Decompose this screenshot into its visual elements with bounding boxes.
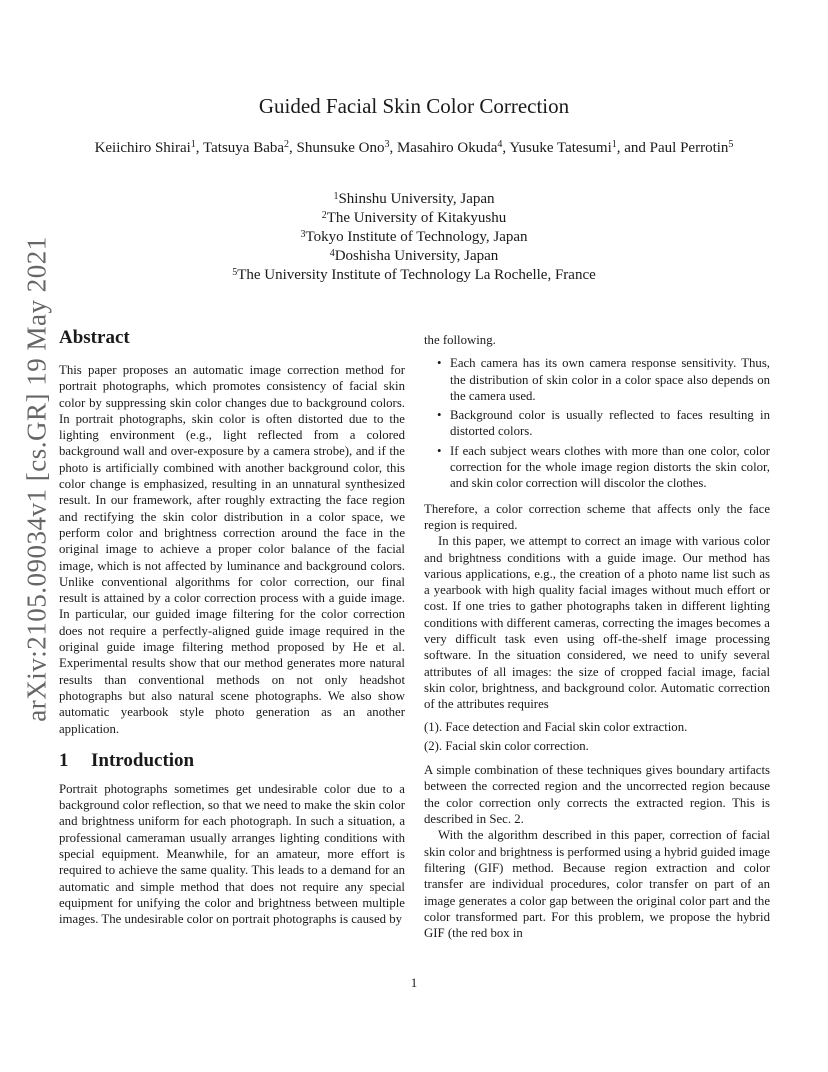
affiliation: $^4$Doshisha University, Japan [329,248,499,264]
intro-paragraph: With the algorithm described in this paper, correction of facial skin color and brightness is performed using a hybrid guided image filtering (GIF) method. Because region extraction and color transfer are individual procedures, color transfer on part of an image generates a color gap between the original color part and the color transformed part. For this problem, we propose the hybrid GIF (the red box in [424,828,770,941]
author-list [70,138,758,158]
author: Paul Perrotin$^5$ [649,139,734,156]
affiliation: $^3$Tokyo Institute of Technology, Japan [300,229,528,245]
abstract-text: This paper proposes an automatic image correction method for portrait photographs, which promotes consistency of facial skin color by suppressing skin color changes due to background colors. In portrait photographs, skin color is often distorted due to the lighting environment (e.g., light reflected from a colored background wall and over-exposure by a camera strobe), and if the photo is artificially combined with another background color, this color change is emphasized, resulting in an unnatural synthesized result. In our framework, after roughly extracting the face region and rectifying the skin color distribution in a color space, we perform color and brightness correction around the face in the original image to achieve a proper color balance of the facial image, which is not affected by luminance and background colors. Unlike conventional algorithms for color correction, our final result is attained by a color correction process with a guide image. In particular, our guided image filtering for the color correction does not require a perfectly-aligned guide image required in the original guide image filtering method proposed by He et al. Experimental results show that our method generates more natural results than conventional methods on not only headshot photographs but also natural scene photographs. We also show automatic yearbook style photo generation as an another application. [59,363,405,736]
abstract-heading: Abstract [59,327,130,348]
right-column [424,332,770,941]
bullet-item: • Each camera has its own camera response sensitivity. Thus, the distribution of skin color in a color space also depends on the camera used. [424,355,770,404]
intro-paragraph: Therefore, a color correction scheme that affects only the face region is required. [424,501,770,532]
enum-item: (1). Face detection and Facial skin color extraction. [424,719,688,734]
affiliation-list [0,190,828,285]
paper-title: Guided Facial Skin Color Correction [258,94,570,118]
bullet-list [424,355,770,491]
bullet-item: • If each subject wears clothes with more than one color, color correction for the whole image region distorts the skin color, and skin color correction will discolor the clothes. [424,443,770,492]
affiliation: $^2$The University of Kitakyushu [321,210,507,226]
left-column [59,326,405,928]
bullet-item: • Background color is usually reflected to faces resulting in distorted colors. [424,407,770,440]
enumerated-list [424,719,770,755]
intro-paragraph: A simple combination of these techniques gives boundary artifacts between the corrected region and the uncorrected region because the color correction only corrects the extracted region. This is described in Sec. 2. [424,763,770,827]
enum-item: (2). Facial skin color correction. [424,738,589,753]
arxiv-stamp-container [20,236,54,722]
affiliation: $^1$Shinshu University, Japan [333,191,495,207]
intro-paragraph: In this paper, we attempt to correct an image with various color and brightness conditions with a guide image. Our method has various applications, e.g., the creation of a photo name list such as a yearbook with high quality facial images without much effort or cost. If one tries to gather photographs taken in different lighting conditions with different cameras, correcting the images becomes a very difficult task even using off-the-shelf image processing software. In the situation considered, we need to unify several attributes of all images: the size of cropped facial image, facial skin color, brightness, and background color. Automatic correction of the attributes requires [424,534,770,712]
author: Keiichiro Shirai$^1$, [94,139,204,156]
affiliation: $^5$The University Institute of Technology La Rochelle, France [232,267,596,283]
author: Yusuke Tatesumi$^1$, and [509,139,650,156]
intro-paragraph: Portrait photographs sometimes get undesirable color due to a background color reflection, so that we need to make the skin color and brightness uniform for each photograph. In such a situation, a professional cameraman usually arranges lighting conditions with special equipment. Meanwhile, for an amateur, more effort is required to achieve the same quality. This leads to a demand for an automatic and simple method that does not require any special equipment for unifying the color and brightness between multiple images. The undesirable color on portrait photographs is caused by [59,781,405,927]
section-heading: 1 Introduction [59,749,195,771]
page-number: 1 [410,975,418,990]
arxiv-stamp: arXiv:2105.09034v1 [cs.GR] 19 May 2021 [21,236,52,722]
author: Masahiro Okuda$^4$, [396,139,510,156]
intro-continuation: the following. [424,333,496,347]
author: Tatsuya Baba$^2$, [203,139,297,156]
author: Shunsuke Ono$^3$, [296,139,397,156]
